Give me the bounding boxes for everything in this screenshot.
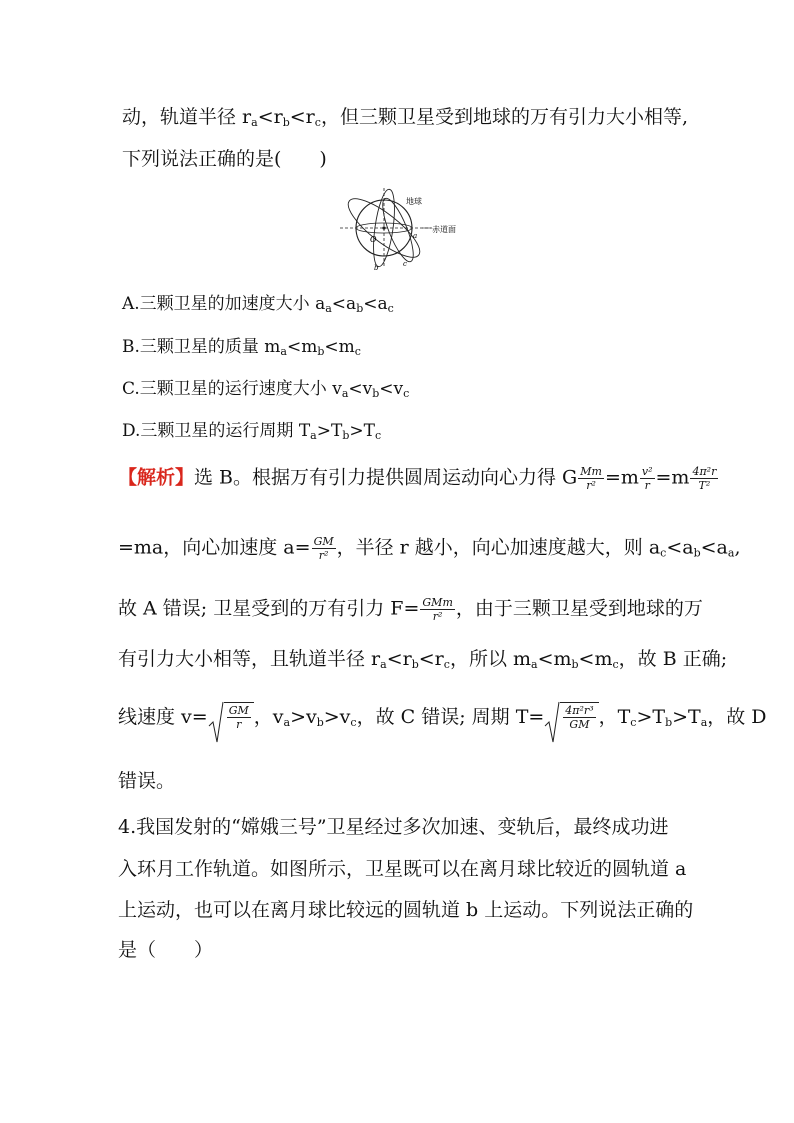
sqrt-icon bbox=[544, 700, 560, 744]
sub: a bbox=[280, 345, 287, 358]
option-text: C.三颗卫星的运行速度大小 v bbox=[122, 379, 342, 399]
sub: c bbox=[374, 429, 382, 442]
numerator: 4π²r³ bbox=[565, 704, 594, 717]
analysis-text: =m bbox=[604, 466, 639, 489]
fraction bbox=[563, 705, 595, 730]
analysis-tag: 【解析】 bbox=[118, 466, 195, 489]
denominator: r bbox=[644, 479, 650, 492]
center-point bbox=[382, 226, 385, 229]
sub: b bbox=[665, 716, 673, 729]
sqrt-icon bbox=[208, 700, 224, 744]
option-text: <m bbox=[286, 337, 318, 357]
sub: c bbox=[350, 716, 357, 729]
numerator: 4π²r bbox=[692, 465, 717, 478]
label-o: O bbox=[370, 235, 377, 244]
option-text: D.三颗卫星的运行周期 T bbox=[122, 421, 311, 441]
sub: b bbox=[316, 716, 324, 729]
analysis-text: <r bbox=[386, 648, 412, 670]
analysis-text: >T bbox=[672, 706, 701, 728]
analysis-text: <a bbox=[666, 536, 694, 559]
analysis-text: ，故 C 错误; 周期 T= bbox=[356, 706, 545, 728]
analysis-line-5 bbox=[118, 706, 767, 730]
sub: b bbox=[693, 546, 701, 560]
fraction bbox=[420, 597, 454, 622]
option-text: >T bbox=[316, 421, 343, 441]
option-text: B.三颗卫星的质量 m bbox=[122, 337, 281, 357]
sub: b bbox=[356, 302, 364, 315]
sub: a bbox=[341, 387, 349, 400]
analysis-text: >T bbox=[636, 706, 666, 728]
label-b: b bbox=[374, 264, 379, 272]
option-text: <m bbox=[324, 337, 355, 357]
numerator: v² bbox=[641, 465, 653, 478]
intro-line-2 bbox=[122, 150, 327, 169]
denominator: r bbox=[236, 718, 242, 731]
numerator: GMm bbox=[422, 596, 453, 609]
numerator: GM bbox=[313, 535, 334, 548]
analysis-text: 有引力大小相等，且轨道半径 r bbox=[118, 648, 381, 670]
sub: b bbox=[317, 345, 325, 358]
intro-text: ，但三颗卫星受到地球的万有引力大小相等, bbox=[320, 106, 688, 128]
orbit-figure bbox=[340, 184, 470, 281]
label-a: a bbox=[413, 232, 418, 240]
analysis-text: ，故 D bbox=[707, 706, 767, 728]
sub: a bbox=[251, 116, 258, 129]
analysis-text: <m bbox=[537, 648, 572, 670]
fraction bbox=[640, 466, 655, 491]
option-text: >T bbox=[349, 421, 375, 441]
analysis-text: ，半径 r 越小，向心加速度越大，则 a bbox=[336, 536, 661, 559]
option-a bbox=[122, 296, 394, 313]
analysis-text: 故 A 错误; 卫星受到的万有引力 F= bbox=[118, 597, 420, 620]
question4-line-2 bbox=[118, 860, 686, 879]
option-text: <a bbox=[331, 294, 357, 314]
sub: c bbox=[660, 546, 667, 560]
label-c: c bbox=[403, 260, 407, 268]
sqrt-expression bbox=[208, 706, 254, 730]
analysis-text: 线速度 v= bbox=[118, 706, 208, 728]
analysis-text: >v bbox=[323, 706, 351, 728]
denominator: r² bbox=[586, 479, 596, 492]
option-d bbox=[122, 423, 381, 440]
sub: c bbox=[612, 658, 619, 671]
sub: a bbox=[700, 716, 708, 729]
sub: c bbox=[403, 387, 410, 400]
analysis-text: =m bbox=[655, 466, 690, 489]
analysis-line-4 bbox=[118, 650, 727, 669]
sqrt-expression bbox=[544, 706, 598, 730]
denominator: GM bbox=[569, 718, 590, 731]
fraction bbox=[578, 466, 604, 491]
option-text: <v bbox=[379, 379, 404, 399]
intro-line-1 bbox=[122, 108, 688, 127]
label-earth: 地球 bbox=[406, 197, 422, 206]
analysis-text: =ma，向心加速度 a= bbox=[118, 536, 311, 559]
numerator: GM bbox=[228, 704, 249, 717]
option-b bbox=[122, 339, 361, 356]
sub: c bbox=[354, 345, 361, 358]
option-text: <a bbox=[363, 294, 388, 314]
analysis-line-2 bbox=[118, 536, 740, 561]
question4-line-3 bbox=[118, 901, 693, 920]
analysis-text: , bbox=[734, 536, 741, 559]
intro-text: 动，轨道半径 r bbox=[122, 106, 252, 128]
sub: a bbox=[380, 658, 387, 671]
question-text: 4.我国发射的“嫦娥三号”卫星经过多次加速、变轨后，最终成功进 bbox=[118, 816, 669, 838]
fraction bbox=[227, 705, 251, 730]
option-text: <v bbox=[348, 379, 373, 399]
fraction bbox=[312, 536, 336, 561]
question-text: 入环月工作轨道。如图所示，卫星既可以在离月球比较近的圆轨道 a bbox=[118, 858, 687, 880]
intro-text: <r bbox=[257, 106, 283, 128]
intro-text: <r bbox=[289, 106, 315, 128]
analysis-line-6 bbox=[118, 772, 175, 791]
sub: a bbox=[310, 429, 317, 442]
analysis-text: <r bbox=[418, 648, 444, 670]
option-text: A.三颗卫星的加速度大小 a bbox=[122, 294, 326, 314]
question4-line-1 bbox=[118, 818, 669, 837]
analysis-text: <m bbox=[578, 648, 613, 670]
sub: a bbox=[283, 716, 291, 729]
question-prompt: 下列说法正确的是( ) bbox=[122, 148, 327, 170]
sub: b bbox=[571, 658, 579, 671]
question-text: 是（ ） bbox=[118, 939, 214, 961]
sub: b bbox=[372, 387, 380, 400]
option-c bbox=[122, 381, 409, 398]
question4-line-4 bbox=[118, 941, 213, 960]
satellite-orbit-diagram bbox=[340, 184, 470, 276]
analysis-text: <a bbox=[700, 536, 728, 559]
analysis-text: ，v bbox=[253, 706, 284, 728]
fraction bbox=[690, 466, 718, 491]
sub: c bbox=[314, 116, 321, 129]
analysis-text: ，故 B 正确; bbox=[618, 648, 728, 670]
sub: a bbox=[325, 302, 332, 315]
analysis-text: ，所以 m bbox=[449, 648, 531, 670]
analysis-text: ，T bbox=[598, 706, 631, 728]
analysis-text: 错误。 bbox=[118, 770, 176, 792]
sub: b bbox=[282, 116, 290, 129]
sub: c bbox=[630, 716, 637, 729]
denominator: T² bbox=[698, 479, 711, 492]
sub: c bbox=[443, 658, 450, 671]
analysis-text: ，由于三颗卫星受到地球的万 bbox=[455, 597, 703, 620]
sub: b bbox=[411, 658, 419, 671]
sub: b bbox=[342, 429, 350, 442]
analysis-line-3 bbox=[118, 597, 703, 622]
sub: a bbox=[727, 546, 735, 560]
analysis-text: >v bbox=[290, 706, 317, 728]
sub: a bbox=[531, 658, 538, 671]
numerator: Mm bbox=[580, 465, 602, 478]
label-equator: 赤道面 bbox=[432, 225, 456, 234]
denominator: r² bbox=[318, 549, 329, 562]
question-text: 上运动，也可以在离月球比较远的圆轨道 b 上运动。下列说法正确的 bbox=[118, 899, 694, 921]
sub: c bbox=[387, 302, 394, 315]
denominator: r² bbox=[432, 610, 443, 623]
analysis-text: 选 B。根据万有引力提供圆周运动向心力得 G bbox=[194, 466, 578, 489]
analysis-line-1 bbox=[118, 466, 719, 491]
